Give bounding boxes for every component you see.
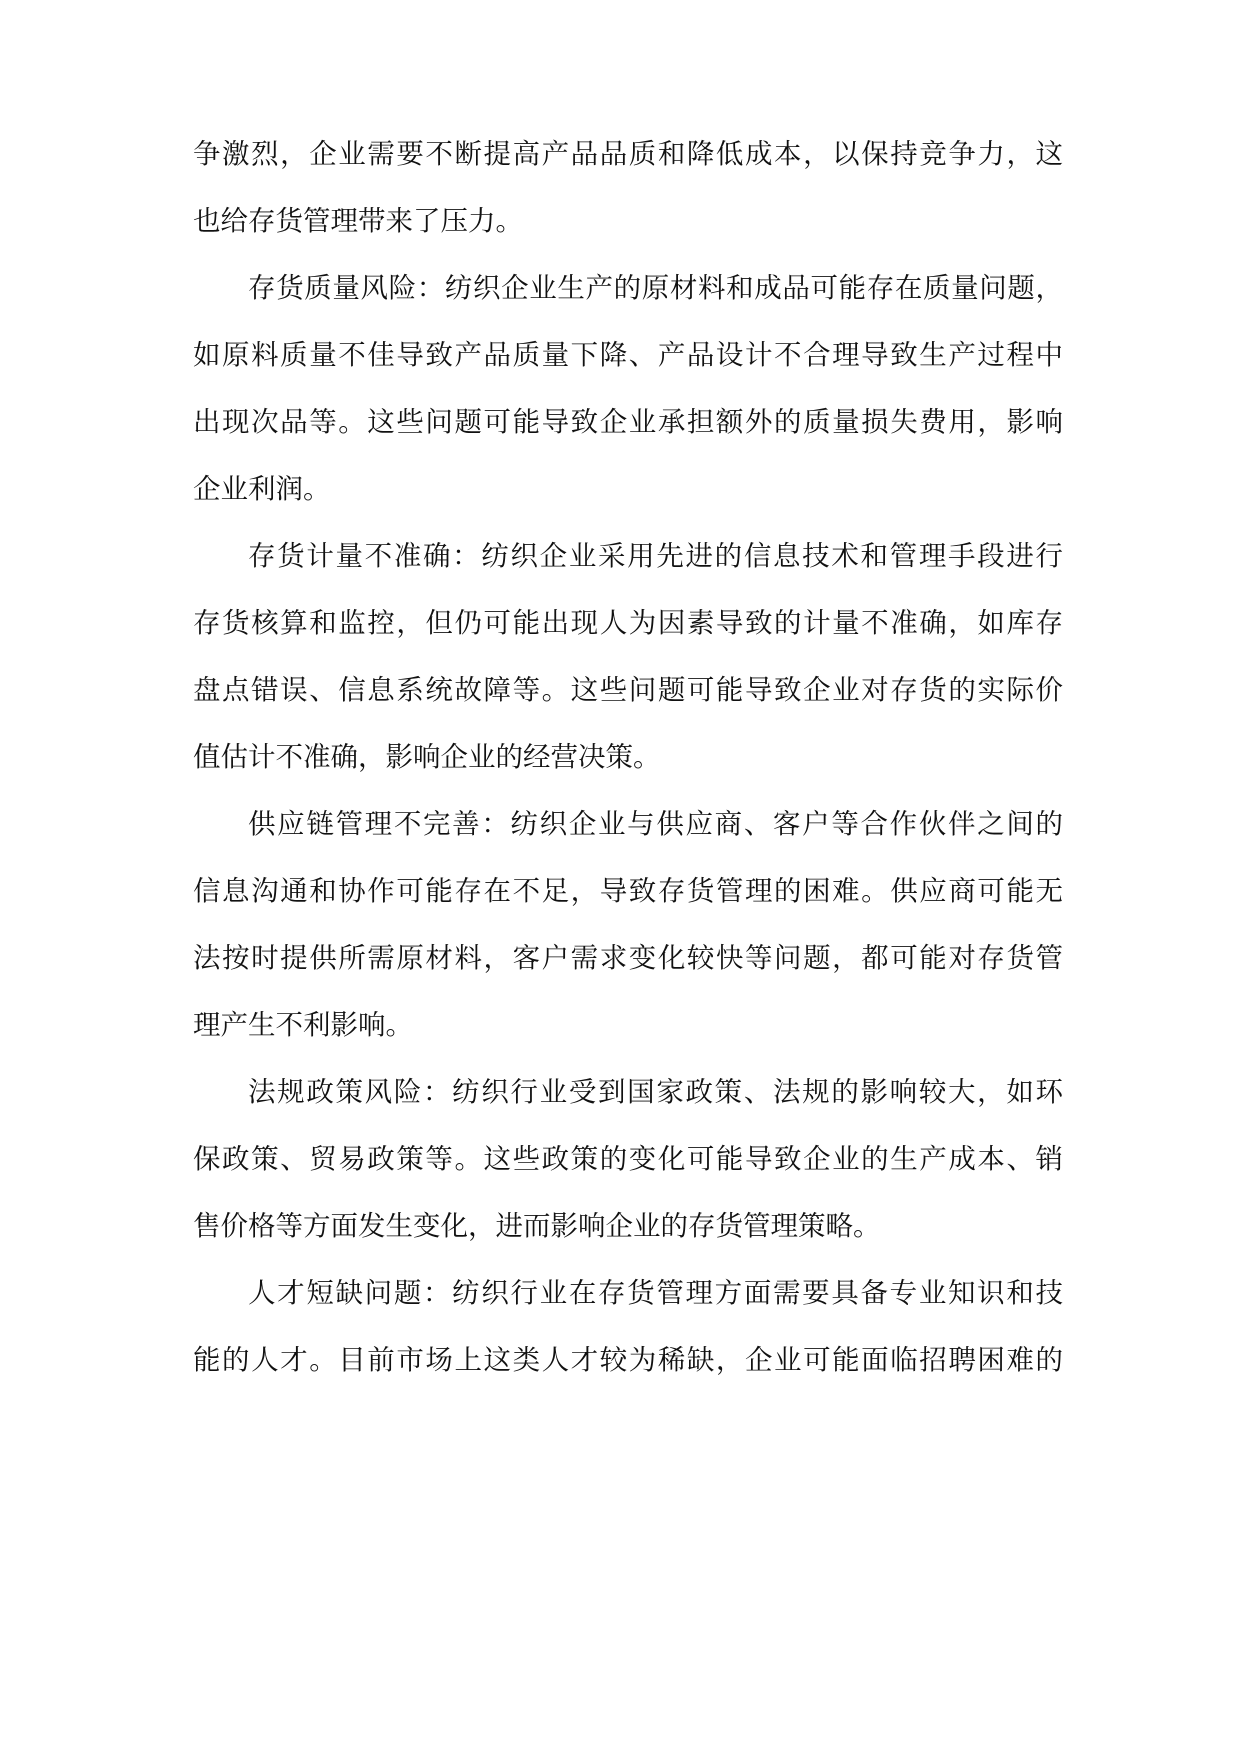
paragraph-line: 争激烈，企业需要不断提高产品品质和降低成本，以保持竞争力，这 xyxy=(193,138,1063,170)
paragraph-line: 也给存货管理带来了压力。 xyxy=(193,205,523,237)
paragraph-line: 能的人才。目前市场上这类人才较为稀缺，企业可能面临招聘困难的 xyxy=(193,1344,1063,1376)
paragraph-line: 出现次品等。这些问题可能导致企业承担额外的质量损失费用，影响 xyxy=(193,406,1063,438)
paragraph-line: 企业利润。 xyxy=(193,473,331,505)
paragraph-line: 存货核算和监控，但仍可能出现人为因素导致的计量不准确，如库存 xyxy=(193,607,1063,639)
paragraph-line: 法规政策风险：纺织行业受到国家政策、法规的影响较大，如环 xyxy=(248,1076,1063,1108)
paragraph-line: 存货质量风险：纺织企业生产的原材料和成品可能存在质量问题， xyxy=(248,272,1063,304)
paragraph-line: 售价格等方面发生变化，进而影响企业的存货管理策略。 xyxy=(193,1210,881,1242)
paragraph-line: 理产生不利影响。 xyxy=(193,1009,413,1041)
paragraph-line: 供应链管理不完善：纺织企业与供应商、客户等合作伙伴之间的 xyxy=(248,808,1063,840)
paragraph-line: 保政策、贸易政策等。这些政策的变化可能导致企业的生产成本、销 xyxy=(193,1143,1063,1175)
paragraph-line: 存货计量不准确：纺织企业采用先进的信息技术和管理手段进行 xyxy=(248,540,1063,572)
paragraph-line: 人才短缺问题：纺织行业在存货管理方面需要具备专业知识和技 xyxy=(248,1277,1063,1309)
paragraph-line: 信息沟通和协作可能存在不足，导致存货管理的困难。供应商可能无 xyxy=(193,875,1063,907)
paragraph-line: 如原料质量不佳导致产品质量下降、产品设计不合理导致生产过程中 xyxy=(193,339,1063,371)
paragraph-line: 法按时提供所需原材料，客户需求变化较快等问题，都可能对存货管 xyxy=(193,942,1063,974)
paragraph-line: 值估计不准确，影响企业的经营决策。 xyxy=(193,741,661,773)
paragraph-line: 盘点错误、信息系统故障等。这些问题可能导致企业对存货的实际价 xyxy=(193,674,1063,706)
